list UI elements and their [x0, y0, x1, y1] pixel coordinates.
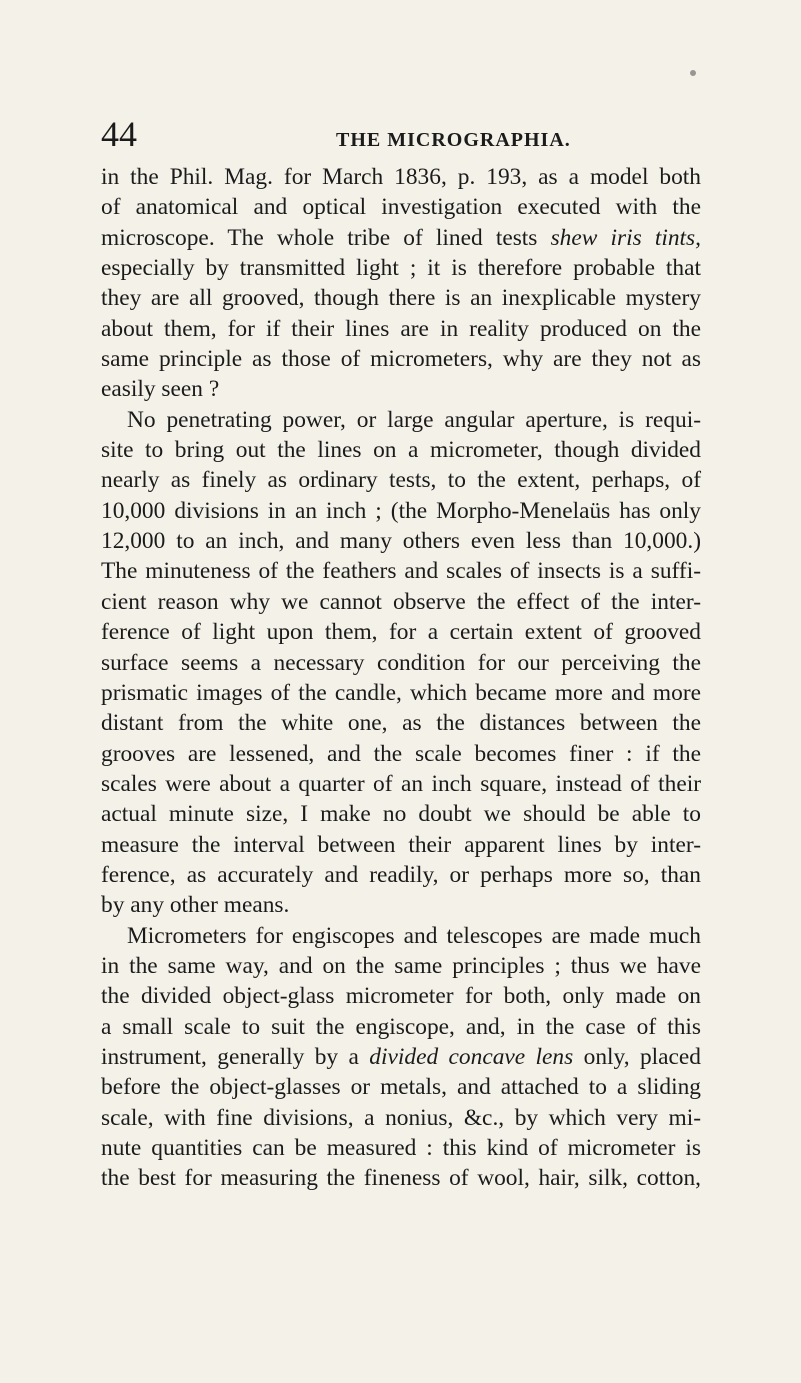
- text-run: scales were about a quarter of an inch square, instead of their: [101, 770, 701, 797]
- text-run: grooves are lessened, and the scale becomes finer : if the: [101, 740, 701, 767]
- text-run: ference, as accurately and readily, or perhaps more so, than: [101, 861, 701, 888]
- text-run: same principle as those of micrometers, why are they not as: [101, 346, 701, 373]
- text-line: [101, 981, 701, 1011]
- text-line: [101, 617, 701, 647]
- text-line: [101, 951, 701, 981]
- text-line: [101, 374, 701, 404]
- text-run: scale, with fine divisions, a nonius, &c., by which very mi-: [101, 1104, 701, 1131]
- text-line: [101, 799, 701, 829]
- text-run: Micrometers for engiscopes and telescopes are made much: [127, 922, 701, 949]
- text-line: [101, 678, 701, 708]
- text-run: 12,000 to an inch, and many others even less than 10,000.): [101, 528, 701, 555]
- text-run: of anatomical and optical investigation executed with the: [101, 194, 701, 221]
- text-run: No penetrating power, or large angular aperture, is requi-: [127, 406, 701, 433]
- text-line: [101, 769, 701, 799]
- text-line: [101, 344, 701, 374]
- text-run: ference of light upon them, for a certain extent of grooved: [101, 619, 701, 646]
- text-line: [101, 921, 701, 951]
- text-run: they are all grooved, though there is an inexplicable mystery: [101, 285, 701, 312]
- text-run: distant from the white one, as the distances between the: [101, 710, 701, 737]
- page-header: [101, 112, 701, 162]
- text-line: [101, 890, 701, 920]
- text-line: [101, 587, 701, 617]
- italic-phrase: shew iris tints,: [550, 224, 701, 251]
- text-run: the best for measuring the fineness of wool, hair, silk, cotton,: [101, 1165, 701, 1192]
- text-line: [101, 192, 701, 222]
- text-run: microscope. The whole tribe of lined tests: [101, 224, 551, 251]
- text-run: the divided object-glass micrometer for both, only made on: [101, 983, 701, 1010]
- text-line: [101, 162, 701, 192]
- text-run: in the same way, and on the same principles ; thus we have: [101, 952, 701, 979]
- text-run: in the Phil. Mag. for March 1836, p. 193, as a model both: [101, 164, 701, 190]
- text-run: prismatic images of the candle, which became more and more: [101, 679, 701, 706]
- text-line: [101, 1072, 701, 1102]
- text-line: [101, 465, 701, 495]
- text-line: [101, 708, 701, 738]
- text-line: [101, 648, 701, 678]
- text-line: [101, 830, 701, 860]
- text-line: [101, 739, 701, 769]
- italic-phrase: divided concave lens: [369, 1043, 574, 1070]
- text-line: [101, 526, 701, 556]
- text-run: before the object-glasses or metals, and attached to a sliding: [101, 1074, 701, 1101]
- text-line: [101, 405, 701, 435]
- text-run: instrument, generally by a: [101, 1043, 370, 1070]
- text-run: only, placed: [573, 1043, 701, 1070]
- text-line: [101, 223, 701, 253]
- text-line: [101, 1042, 701, 1072]
- text-run: cient reason why we cannot observe the effect of the inter-: [101, 588, 701, 615]
- text-run: actual minute size, I make no doubt we should be able to: [101, 801, 701, 828]
- text-run: site to bring out the lines on a micrometer, though divided: [101, 437, 701, 464]
- text-line: [101, 860, 701, 890]
- text-run: about them, for if their lines are in reality produced on the: [101, 315, 701, 342]
- text-run: especially by transmitted light ; it is therefore probable that: [101, 255, 701, 282]
- text-run: 10,000 divisions in an inch ; (the Morpho-Menelaüs has only: [101, 497, 701, 524]
- text-line: [101, 556, 701, 586]
- running-title: THE MICROGRAPHIA.: [336, 129, 571, 151]
- text-run: a small scale to suit the engiscope, and, in the case of this: [101, 1013, 701, 1040]
- text-run: by any other means.: [101, 892, 290, 919]
- text-run: surface seems a necessary condition for our perceiving the: [101, 649, 701, 676]
- text-run: nearly as finely as ordinary tests, to the extent, perhaps, of: [101, 467, 701, 494]
- text-run: The minuteness of the feathers and scales of insects is a suffi-: [101, 558, 701, 585]
- text-line: [101, 314, 701, 344]
- text-run: measure the interval between their apparent lines by inter-: [101, 831, 701, 858]
- text-run: nute quantities can be measured : this kind of micrometer is: [101, 1135, 701, 1161]
- text-line: [101, 1133, 701, 1163]
- ink-speck: [690, 70, 696, 76]
- text-line: [101, 1163, 701, 1193]
- text-line: [101, 1103, 701, 1133]
- body-text: [101, 162, 701, 1194]
- text-run: easily seen ?: [101, 376, 220, 403]
- text-line: [101, 1012, 701, 1042]
- text-line: [101, 283, 701, 313]
- text-line: [101, 496, 701, 526]
- page-number: 44: [101, 114, 137, 154]
- text-line: [101, 435, 701, 465]
- text-line: [101, 253, 701, 283]
